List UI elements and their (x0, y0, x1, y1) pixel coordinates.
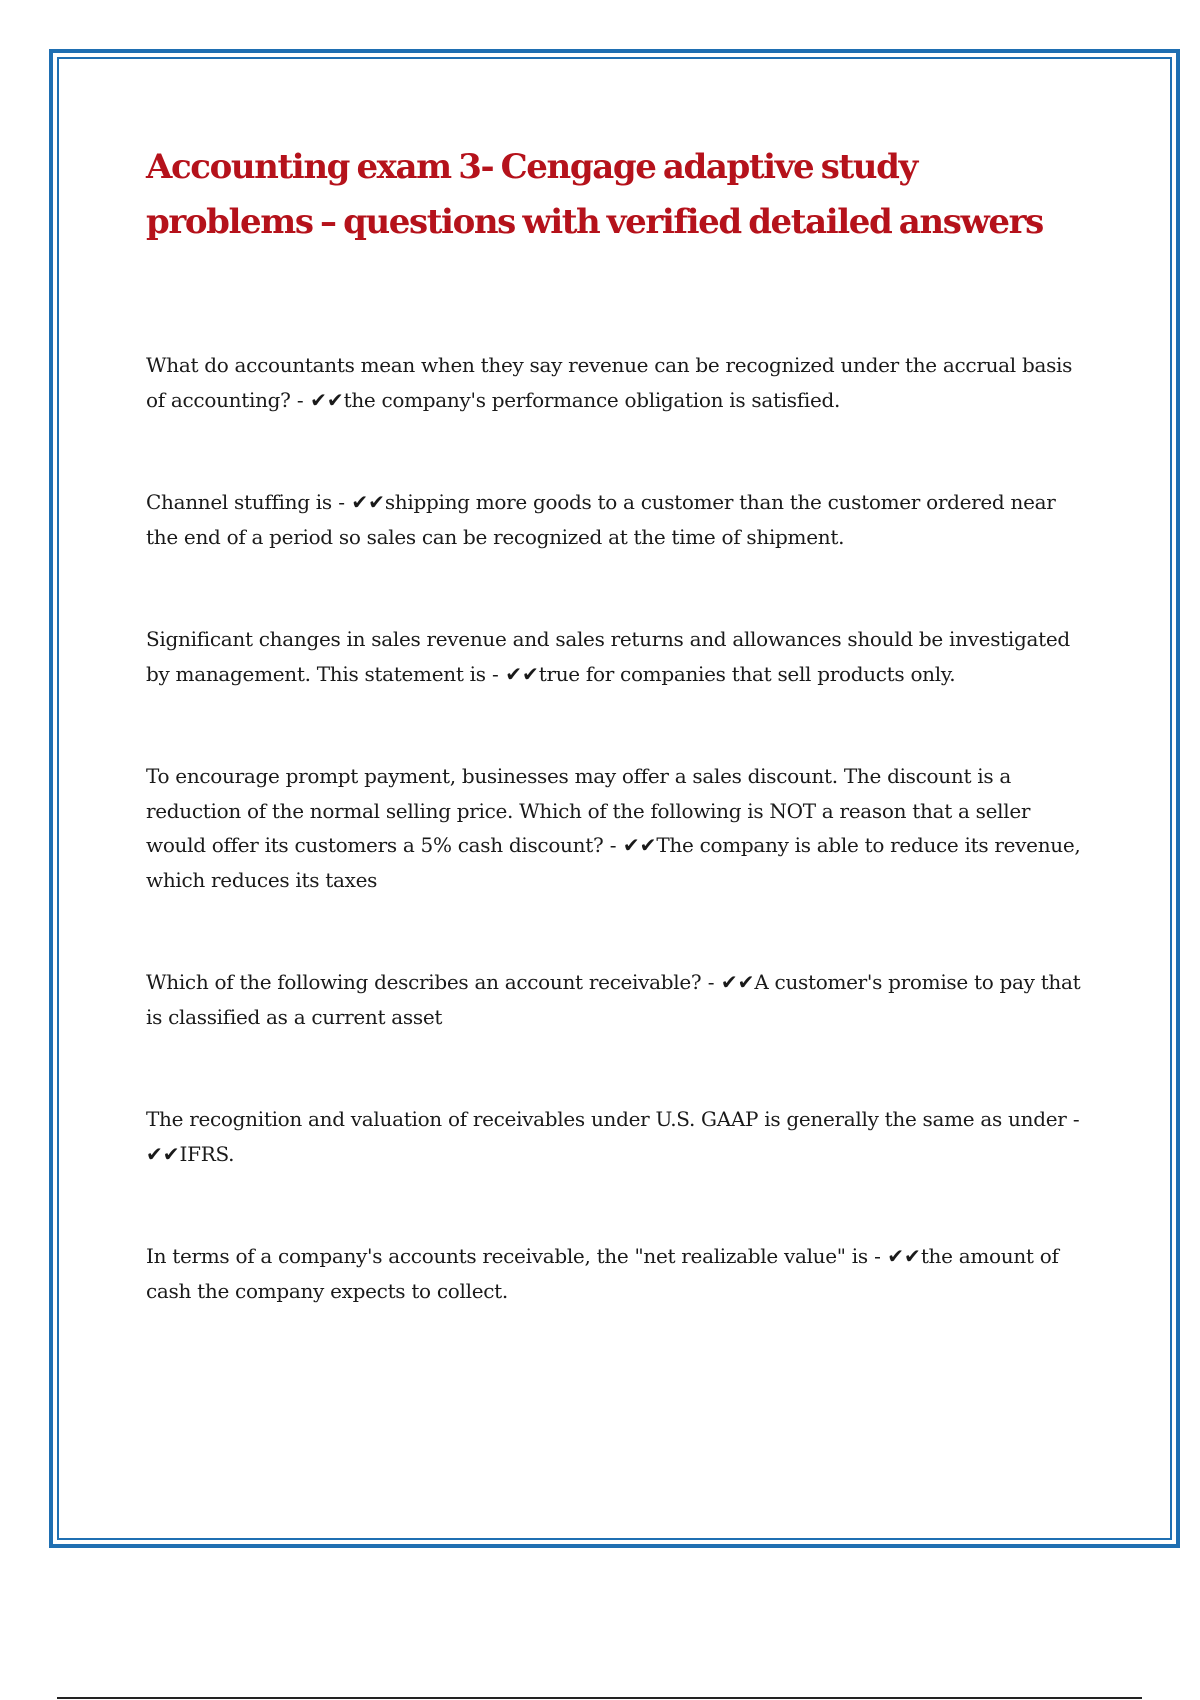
qa-separator: - (701, 970, 721, 994)
qa-item (146, 485, 1086, 554)
question-text: Channel stuffing is (146, 490, 332, 514)
qa-item (146, 348, 1086, 417)
answer-text: true for companies that sell products only. (538, 661, 956, 686)
document-title: Accounting exam 3- Cengage adaptive study problems – questions with verified detailed answers (146, 147, 1043, 242)
double-check-icon: ✔✔ (310, 387, 344, 412)
double-check-icon: ✔✔ (505, 661, 539, 686)
double-check-icon: ✔✔ (887, 1244, 921, 1268)
question-text: In terms of a company's accounts receivable, the "net realizable value" is (146, 1244, 868, 1268)
answer-text: IFRS. (179, 1141, 235, 1166)
question-text: What do accountants mean when they say revenue can be recognized under the accrual basis of accounting? (146, 353, 1073, 412)
answer-text: the amount of cash the company expects to collect. (146, 1244, 1059, 1303)
qa-separator: - (603, 833, 623, 857)
double-check-icon: ✔✔ (351, 490, 385, 514)
question-text: To encourage prompt payment, businesses may offer a sales discount. The discount is a reduction of the normal selling price. Which of the following is NOT a reason that a seller would offer its customers a 5% cash discount? (146, 764, 1031, 857)
qa-item (146, 759, 1086, 897)
qa-list (146, 348, 1086, 1308)
footer-divider (57, 1697, 1142, 1699)
double-check-icon: ✔✔ (622, 833, 657, 857)
qa-separator: - (331, 490, 352, 514)
qa-item (146, 1239, 1086, 1308)
qa-separator: - (867, 1244, 888, 1268)
document-body (146, 140, 1086, 1376)
answer-text: the company's performance obligation is satisfied. (343, 387, 841, 412)
answer-text: shipping more goods to a customer than the customer ordered near the end of a period so sales can be recognized at the time of shipment. (146, 490, 1056, 549)
question-text: The recognition and valuation of receivables under U.S. GAAP is generally the same as under (146, 1107, 1067, 1131)
double-check-icon: ✔✔ (146, 1141, 180, 1166)
answer-text: A customer's promise to pay that is classified as a current asset (146, 970, 1081, 1029)
question-text: Significant changes in sales revenue and sales returns and allowances should be investigated by management. This statement is (146, 627, 1070, 686)
qa-item (146, 622, 1086, 691)
qa-separator: - (485, 661, 506, 686)
qa-separator: - (290, 387, 311, 412)
double-check-icon: ✔✔ (720, 970, 755, 994)
question-text: Which of the following describes an account receivable? (146, 970, 702, 994)
qa-item (146, 965, 1086, 1034)
qa-item (146, 1102, 1086, 1171)
qa-separator: - (1066, 1107, 1080, 1131)
answer-text: The company is able to reduce its revenue, which reduces its taxes (146, 833, 1081, 892)
